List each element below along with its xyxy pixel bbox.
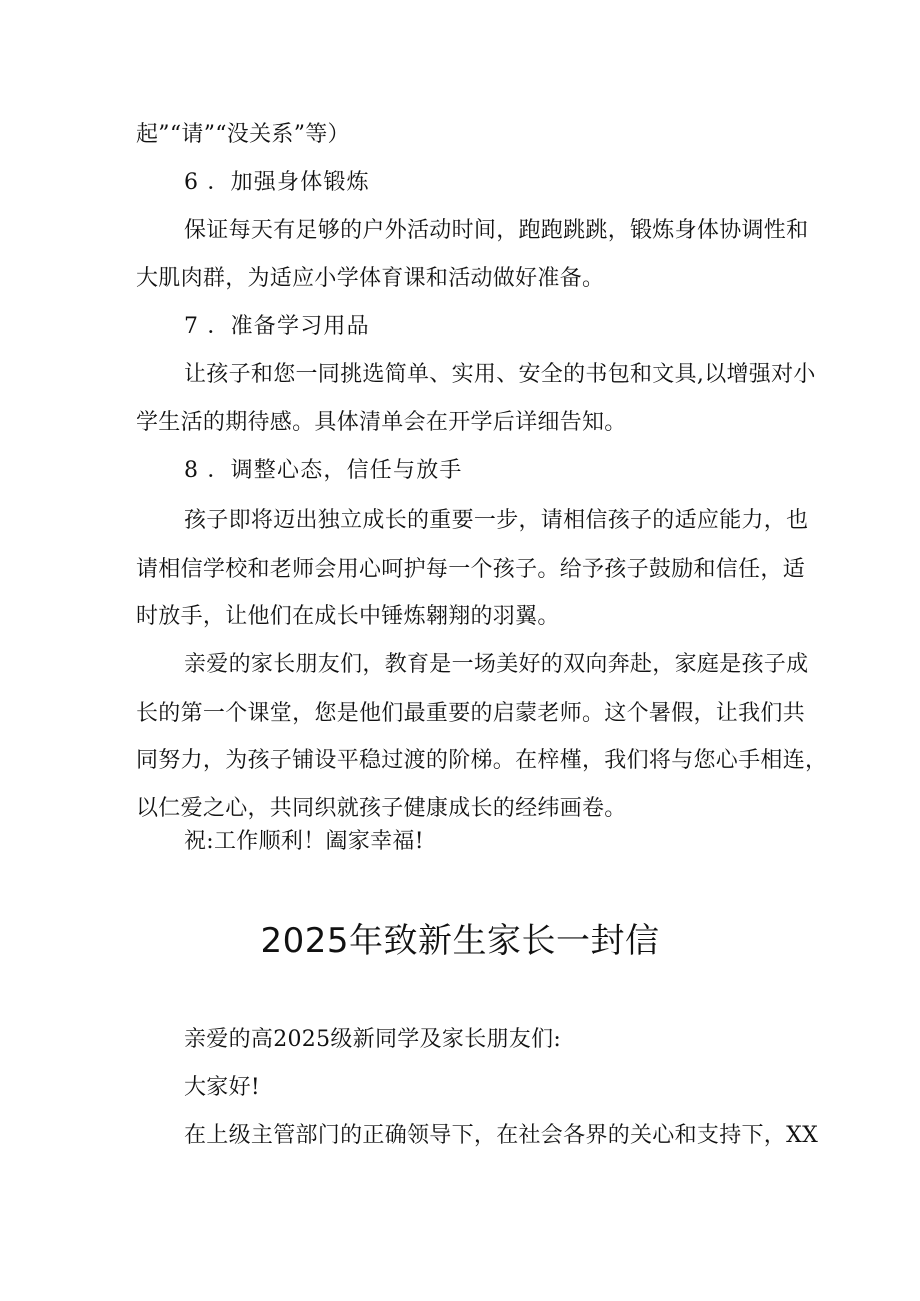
paragraph-line: 让孩子和您一同挑选简单、实用、安全的书包和文具,以增强对小	[184, 362, 816, 387]
greeting: 大家好!	[184, 1075, 261, 1100]
salutation: 亲爱的高2025级新同学及家长朋友们:	[184, 1027, 562, 1052]
item-7-heading: 7 ．准备学习用品	[184, 314, 370, 339]
paragraph-line: 长的第一个课堂，您是他们最重要的启蒙老师。这个暑假，让我们共	[136, 701, 806, 726]
item-6-heading: 6 ．加强身体锻炼	[184, 170, 370, 195]
paragraph-line: 起”“请”“没关系”等）	[136, 122, 350, 147]
paragraph-line: 请相信学校和老师会用心呵护每一个孩子。给予孩子鼓励和信任，适	[136, 557, 806, 582]
paragraph-line: 同努力，为孩子铺设平稳过渡的阶梯。在梓槿，我们将与您心手相连，	[136, 748, 828, 773]
paragraph-line: 学生活的期待感。具体清单会在开学后详细告知。	[136, 410, 627, 435]
paragraph-line: 孩子即将迈出独立成长的重要一步，请相信孩子的适应能力，也	[184, 508, 809, 533]
closing-wish: 祝:工作顺利！阖家幸福!	[184, 829, 424, 854]
letter-title: 2025年致新生家长一封信	[260, 921, 660, 961]
item-8-heading: 8 ．调整心态，信任与放手	[184, 458, 463, 483]
paragraph-line: 时放手，让他们在成长中锤炼翱翔的羽翼。	[136, 604, 560, 629]
paragraph-line: 大肌肉群，为适应小学体育课和活动做好准备。	[136, 266, 605, 291]
paragraph-line: 亲爱的家长朋友们，教育是一场美好的双向奔赴，家庭是孩子成	[184, 652, 809, 677]
paragraph-line: 保证每天有足够的户外活动时间，跑跑跳跳，锻炼身体协调性和	[184, 218, 809, 243]
paragraph-line: 在上级主管部门的正确领导下，在社会各界的关心和支持下，XX	[184, 1123, 819, 1148]
paragraph-line: 以仁爱之心，共同织就孩子健康成长的经纬画卷。	[136, 796, 627, 821]
